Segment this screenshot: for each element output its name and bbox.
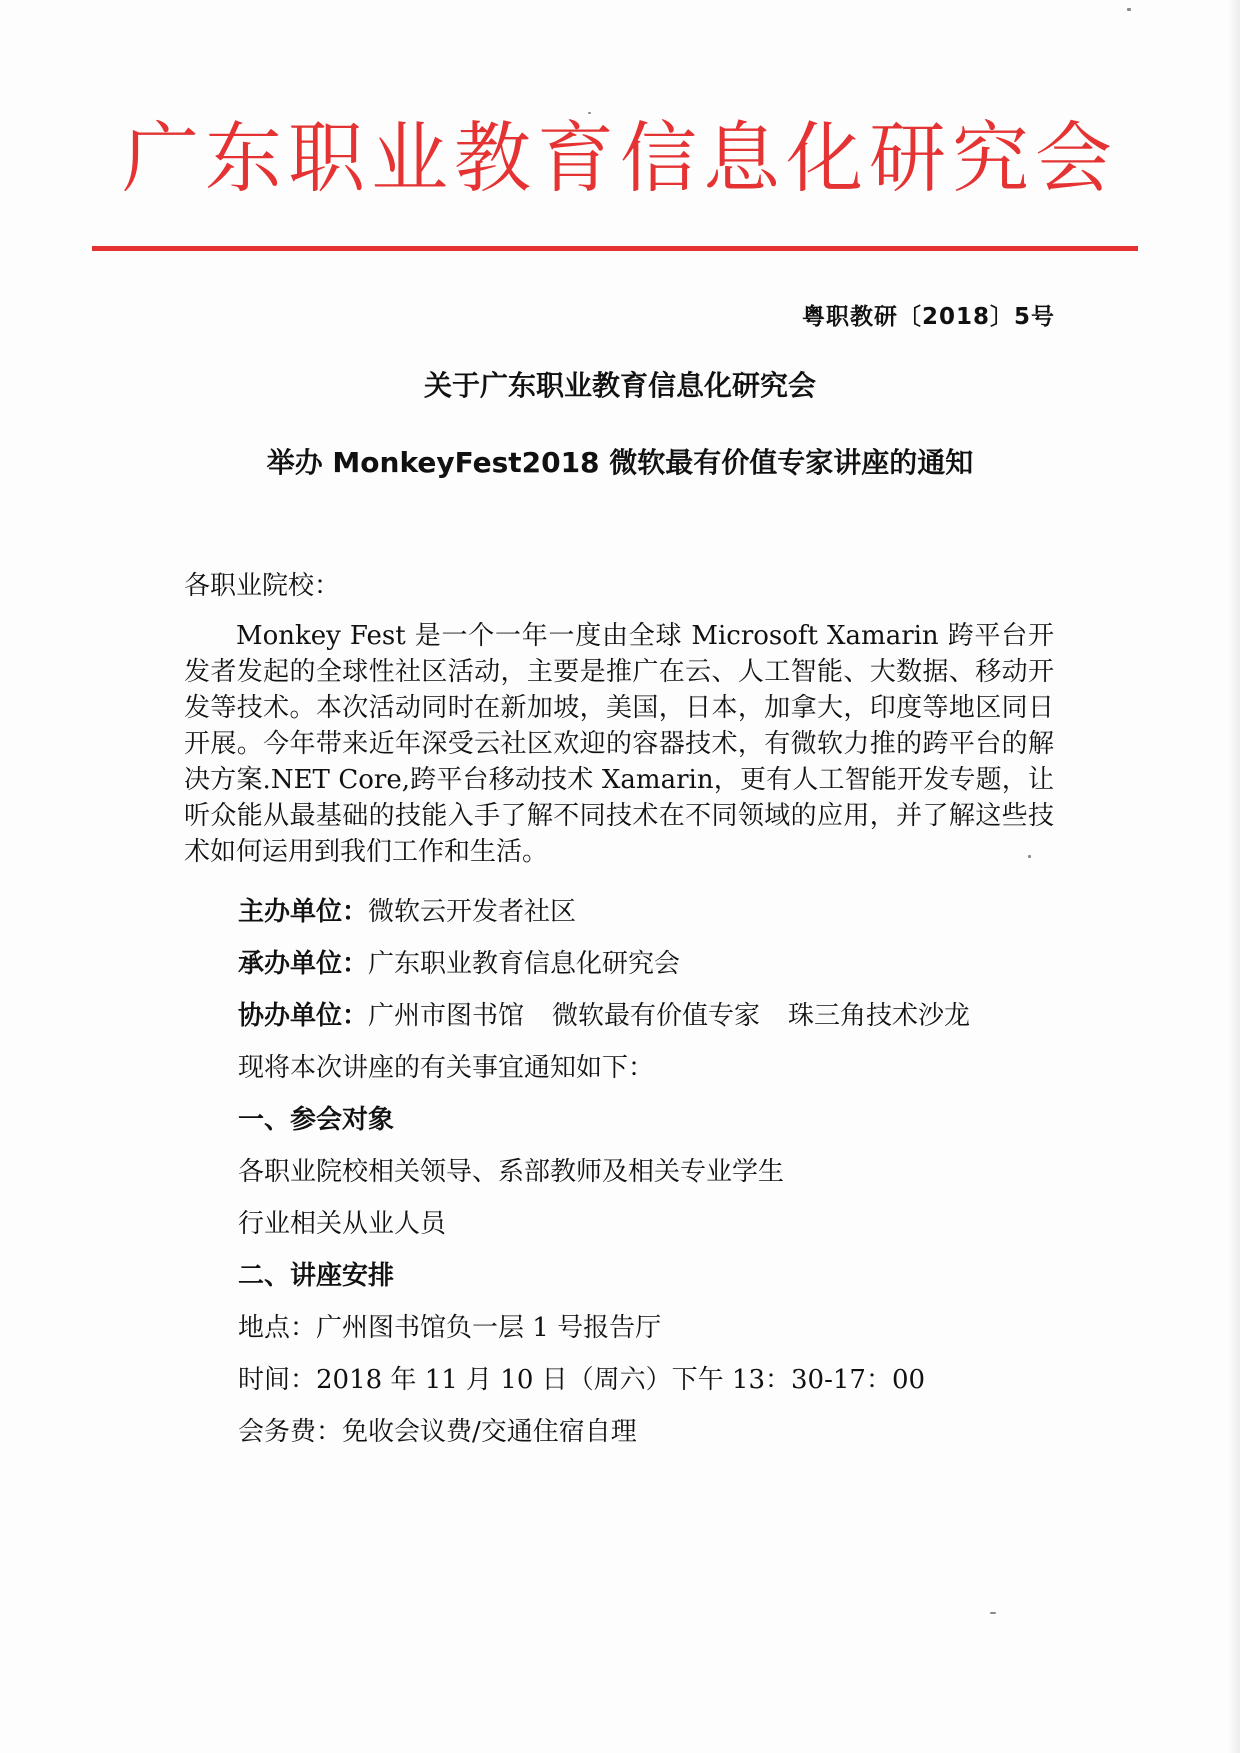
co-organizer-3: 珠三角技术沙龙 [788,1001,971,1031]
co-organizer-label: 协办单位： [238,1001,369,1031]
notice-line: 现将本次讲座的有关事宜通知如下： [238,1053,655,1083]
section-1-heading: 一、参会对象 [238,1105,395,1135]
document-body [184,568,1054,1458]
co-organizer-line [184,990,1054,1042]
co-organizer-1: 广州市图书馆 [368,1001,525,1031]
attendee-item-2: 行业相关从业人员 [238,1209,447,1239]
organizer-line [184,938,1054,990]
scan-speck [1028,855,1031,858]
document-title-line-1: 关于广东职业教育信息化研究会 [423,369,816,402]
time-line: 时间：2018 年 11 月 10 日（周六）下午 13：30-17：00 [238,1365,926,1395]
host-label: 主办单位： [238,897,369,927]
salutation: 各职业院校： [184,571,341,601]
host-value: 微软云开发者社区 [368,897,577,927]
intro-paragraph: Monkey Fest 是一个一年一度由全球 Microsoft Xamarin 跨平台开发者发起的全球性社区活动，主要是推广在云、人工智能、大数据、移动开发等技术。本次活动同时在新加坡，美国，日本，加拿大，印度等地区同日开展。今年带来近年深受云社区欢迎的容器技术，有微软力推的跨平台的解决方案.NET Core,跨平台移动技术 Xamarin，更有人工智能开发专题，让听众能从最基础的技能入手了解不同技术在不同领域的应用，并了解这些技术如何运用到我们工作和生活。 [184,621,1054,867]
co-organizer-2: 微软最有价值专家 [552,1001,761,1031]
document-number: 粤职教研〔2018〕5号 [801,304,1055,330]
section-2-heading: 二、讲座安排 [238,1261,395,1291]
scan-edge-shadow [1226,0,1240,1753]
document-title-line-2: 举办 MonkeyFest2018 微软最有价值专家讲座的通知 [266,446,974,479]
organizer-value: 广东职业教育信息化研究会 [368,949,681,979]
fee-line: 会务费：免收会议费/交通住宿自理 [238,1417,637,1447]
letterhead-red-rule [92,246,1138,251]
org-letterhead-title: 广东职业教育信息化研究会 [122,115,1118,204]
organizer-label: 承办单位： [238,949,369,979]
scan-speck [1127,8,1131,11]
host-line [184,886,1054,938]
scan-speck [588,112,591,114]
attendee-item-1: 各职业院校相关领导、系部教师及相关专业学生 [238,1157,785,1187]
scan-speck [990,1612,996,1614]
location-line: 地点：广州图书馆负一层 1 号报告厅 [238,1313,662,1343]
